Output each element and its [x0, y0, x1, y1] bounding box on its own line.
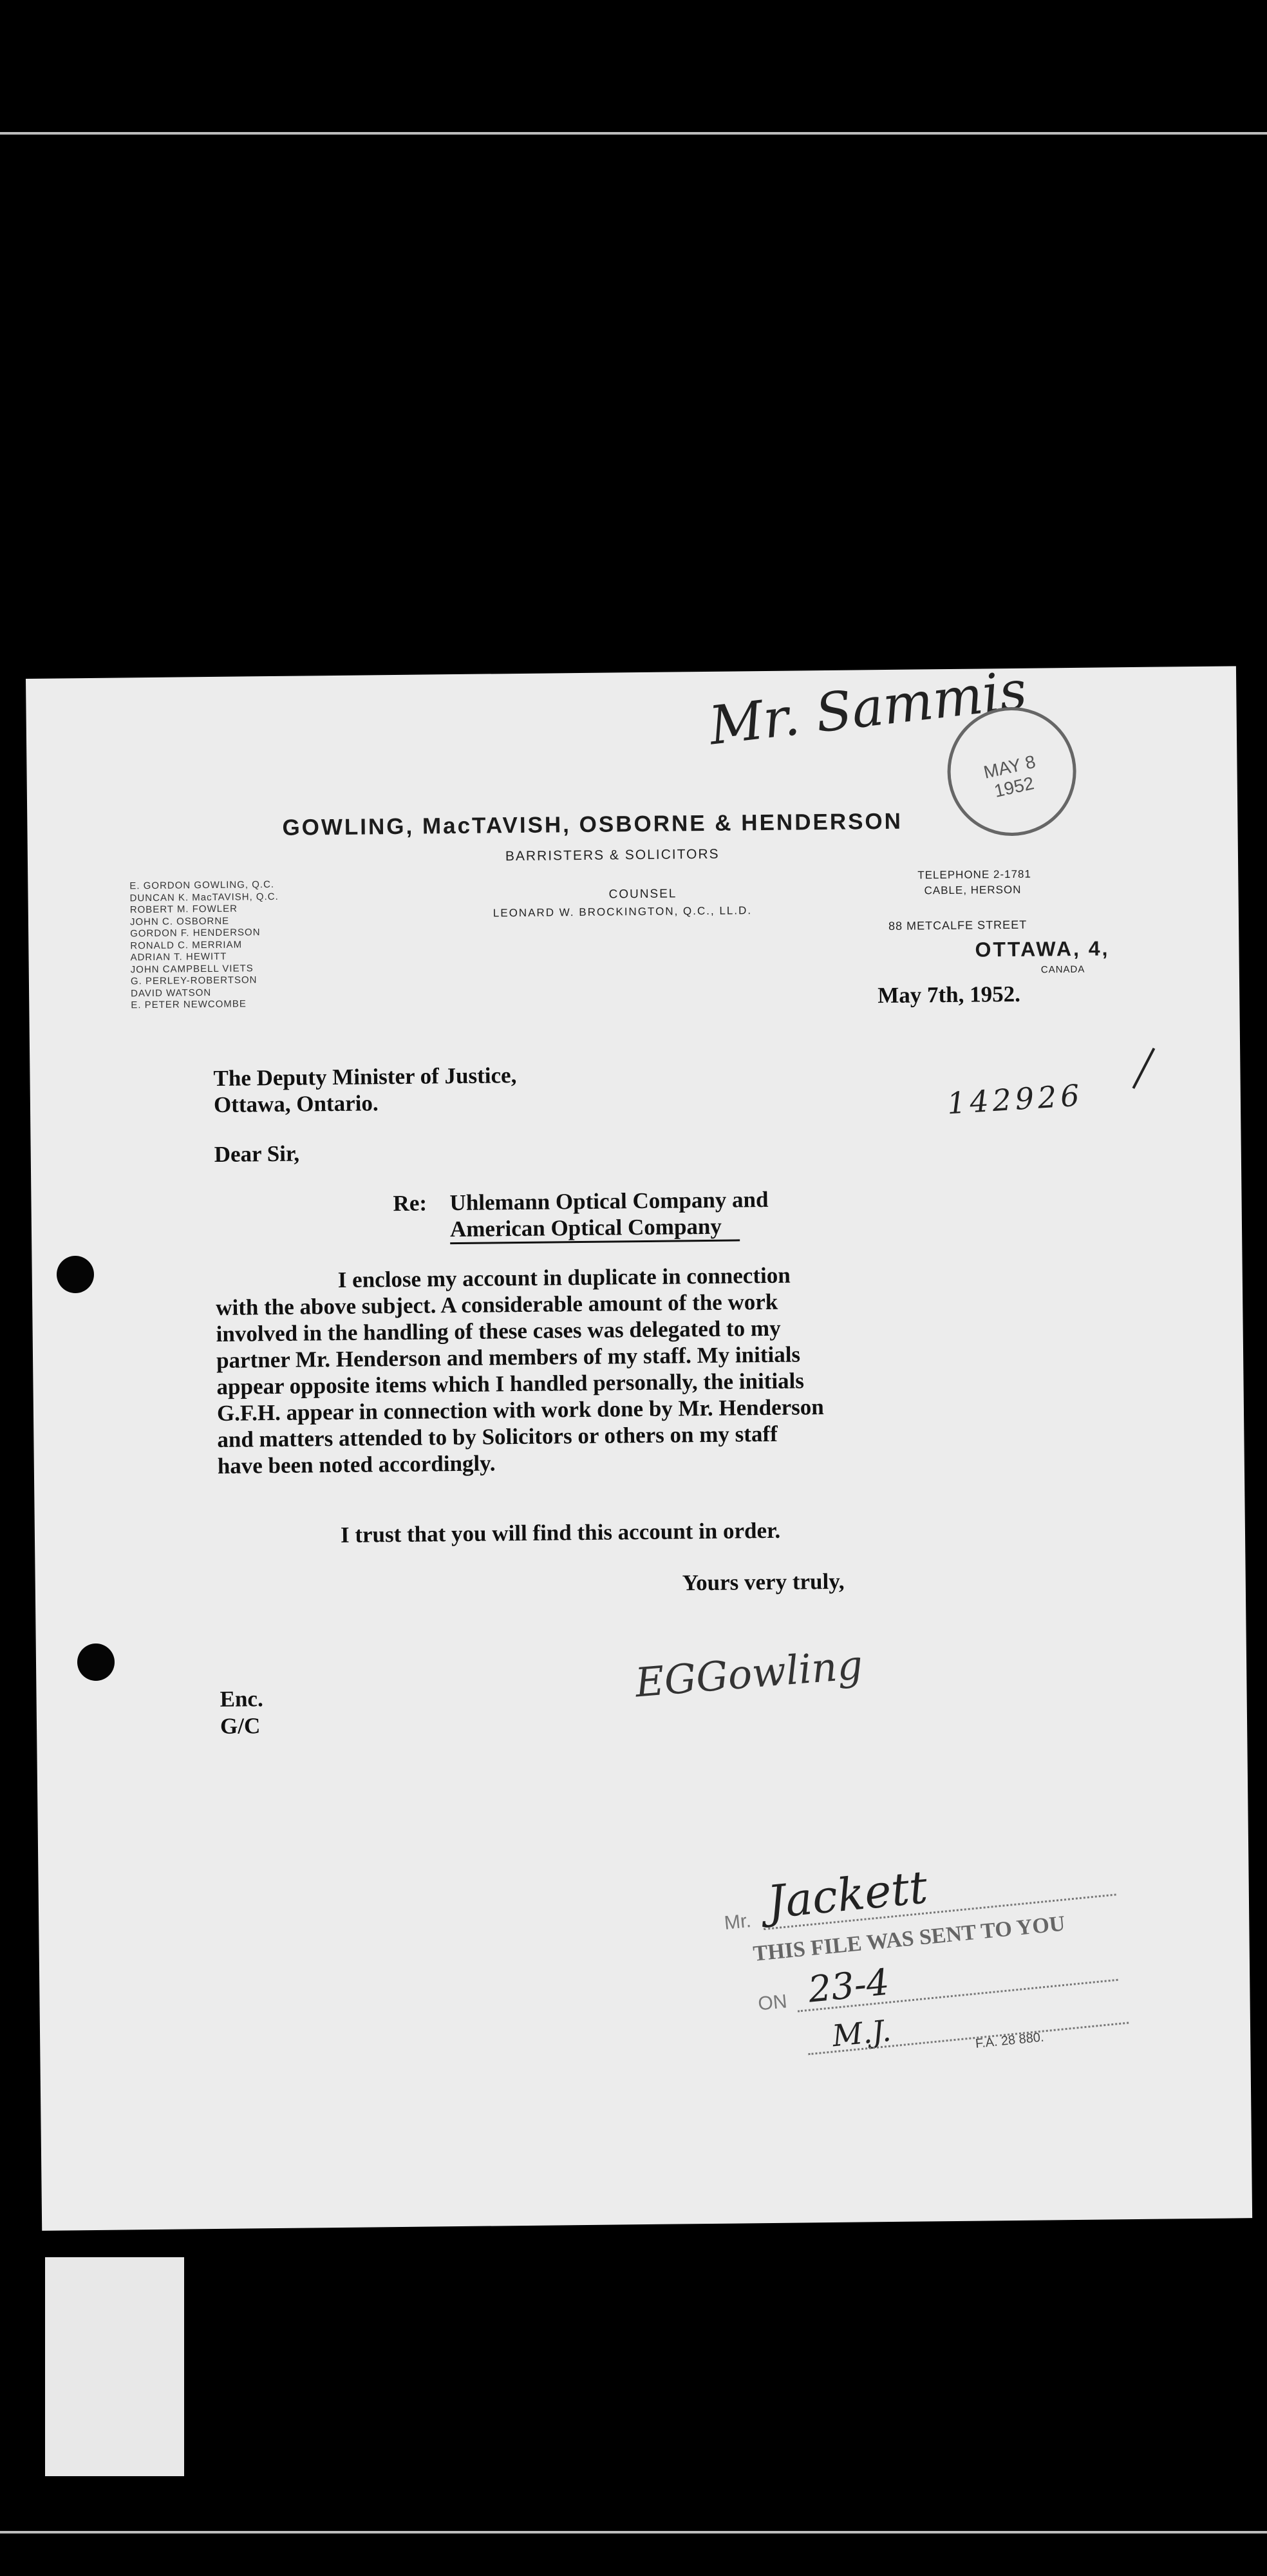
firm-name: GOWLING, MacTAVISH, OSBORNE & HENDERSON: [282, 808, 903, 840]
re-label: Re:: [393, 1190, 427, 1217]
partner-name: DUNCAN K. MacTAVISH, Q.C.: [129, 891, 279, 904]
partner-name: E. PETER NEWCOMBE: [131, 998, 247, 1011]
letter-date: May 7th, 1952.: [878, 981, 1021, 1009]
re-line-1: Uhlemann Optical Company and: [449, 1186, 769, 1216]
partner-name: RONALD C. MERRIAM: [130, 939, 243, 951]
addressee-line-1: The Deputy Minister of Justice,: [213, 1063, 517, 1091]
partner-name: DAVID WATSON: [131, 987, 212, 999]
film-border-top: [0, 132, 1267, 135]
routing-initials: M.J.: [831, 2012, 893, 2054]
pencil-tick: [1132, 1048, 1156, 1089]
film-border-bottom: [0, 2531, 1267, 2533]
form-code: F.A. 28 880.: [975, 2030, 1045, 2051]
partner-name: ROBERT M. FOWLER: [129, 903, 238, 916]
routing-name: Jackett: [765, 1861, 930, 1929]
handwritten-note-top: Mr. Sammis: [706, 659, 1030, 757]
signature: EGGowling: [633, 1641, 865, 1707]
body-line: have been noted accordingly.: [217, 1450, 496, 1479]
file-number: 142926: [946, 1077, 1085, 1121]
body-line: partner Mr. Henderson and members of my staff. My initials: [216, 1341, 801, 1373]
body-line: G.F.H. appear in connection with work done by Mr. Henderson: [216, 1394, 824, 1426]
punch-hole-bottom: [77, 1643, 115, 1681]
enclosure: Enc.: [220, 1686, 263, 1712]
counsel-heading: COUNSEL: [608, 887, 677, 902]
cable: CABLE, HERSON: [924, 883, 1022, 897]
routing-text: THIS FILE WAS SENT TO YOU: [752, 1911, 1067, 1966]
addressee-line-2: Ottawa, Ontario.: [213, 1090, 379, 1117]
city: OTTAWA, 4,: [975, 936, 1110, 961]
partners-list: [129, 879, 279, 1012]
stamp-date: MAY 8 1952: [981, 751, 1038, 802]
closing: Yours very truly,: [682, 1568, 845, 1596]
partner-name: E. GORDON GOWLING, Q.C.: [129, 878, 275, 892]
routing-mr: Mr.: [723, 1910, 753, 1934]
body-line: with the above subject. A considerable amount of the work: [216, 1289, 778, 1320]
routing-on: ON: [756, 1991, 788, 2015]
body-line: appear opposite items which I handled personally, the initials: [216, 1368, 805, 1399]
street-address: 88 METCALFE STREET: [888, 918, 1028, 933]
country: CANADA: [1040, 963, 1085, 976]
re-line-2: American Optical Company: [450, 1213, 740, 1244]
received-stamp: [947, 706, 1077, 837]
partner-name: JOHN CAMPBELL VIETS: [130, 962, 254, 975]
routing-date: 23-4: [806, 1961, 892, 2011]
body-line: and matters attended to by Solicitors or others on my staff: [217, 1421, 778, 1452]
body-line: I enclose my account in duplicate in connection: [337, 1262, 791, 1293]
partner-name: ADRIAN T. HEWITT: [130, 951, 227, 963]
salutation: Dear Sir,: [214, 1141, 300, 1167]
counsel-name: LEONARD W. BROCKINGTON, Q.C., LL.D.: [493, 904, 753, 920]
body-paragraph-2: I trust that you will find this account in order.: [340, 1517, 781, 1548]
film-leader-card: [45, 2257, 184, 2476]
partner-name: G. PERLEY-ROBERTSON: [130, 974, 258, 987]
firm-subtitle: BARRISTERS & SOLICITORS: [505, 846, 720, 864]
partner-name: GORDON F. HENDERSON: [130, 927, 261, 940]
cc-initials: G/C: [220, 1713, 261, 1739]
body-paragraph-1: [216, 1262, 825, 1479]
punch-hole-top: [57, 1256, 94, 1293]
partner-name: JOHN C. OSBORNE: [129, 915, 230, 927]
body-line: involved in the handling of these cases was delegated to my: [216, 1315, 781, 1347]
telephone: TELEPHONE 2-1781: [917, 867, 1032, 882]
routing-stamp: [719, 1829, 1136, 2073]
letter-page: [26, 659, 1252, 2231]
